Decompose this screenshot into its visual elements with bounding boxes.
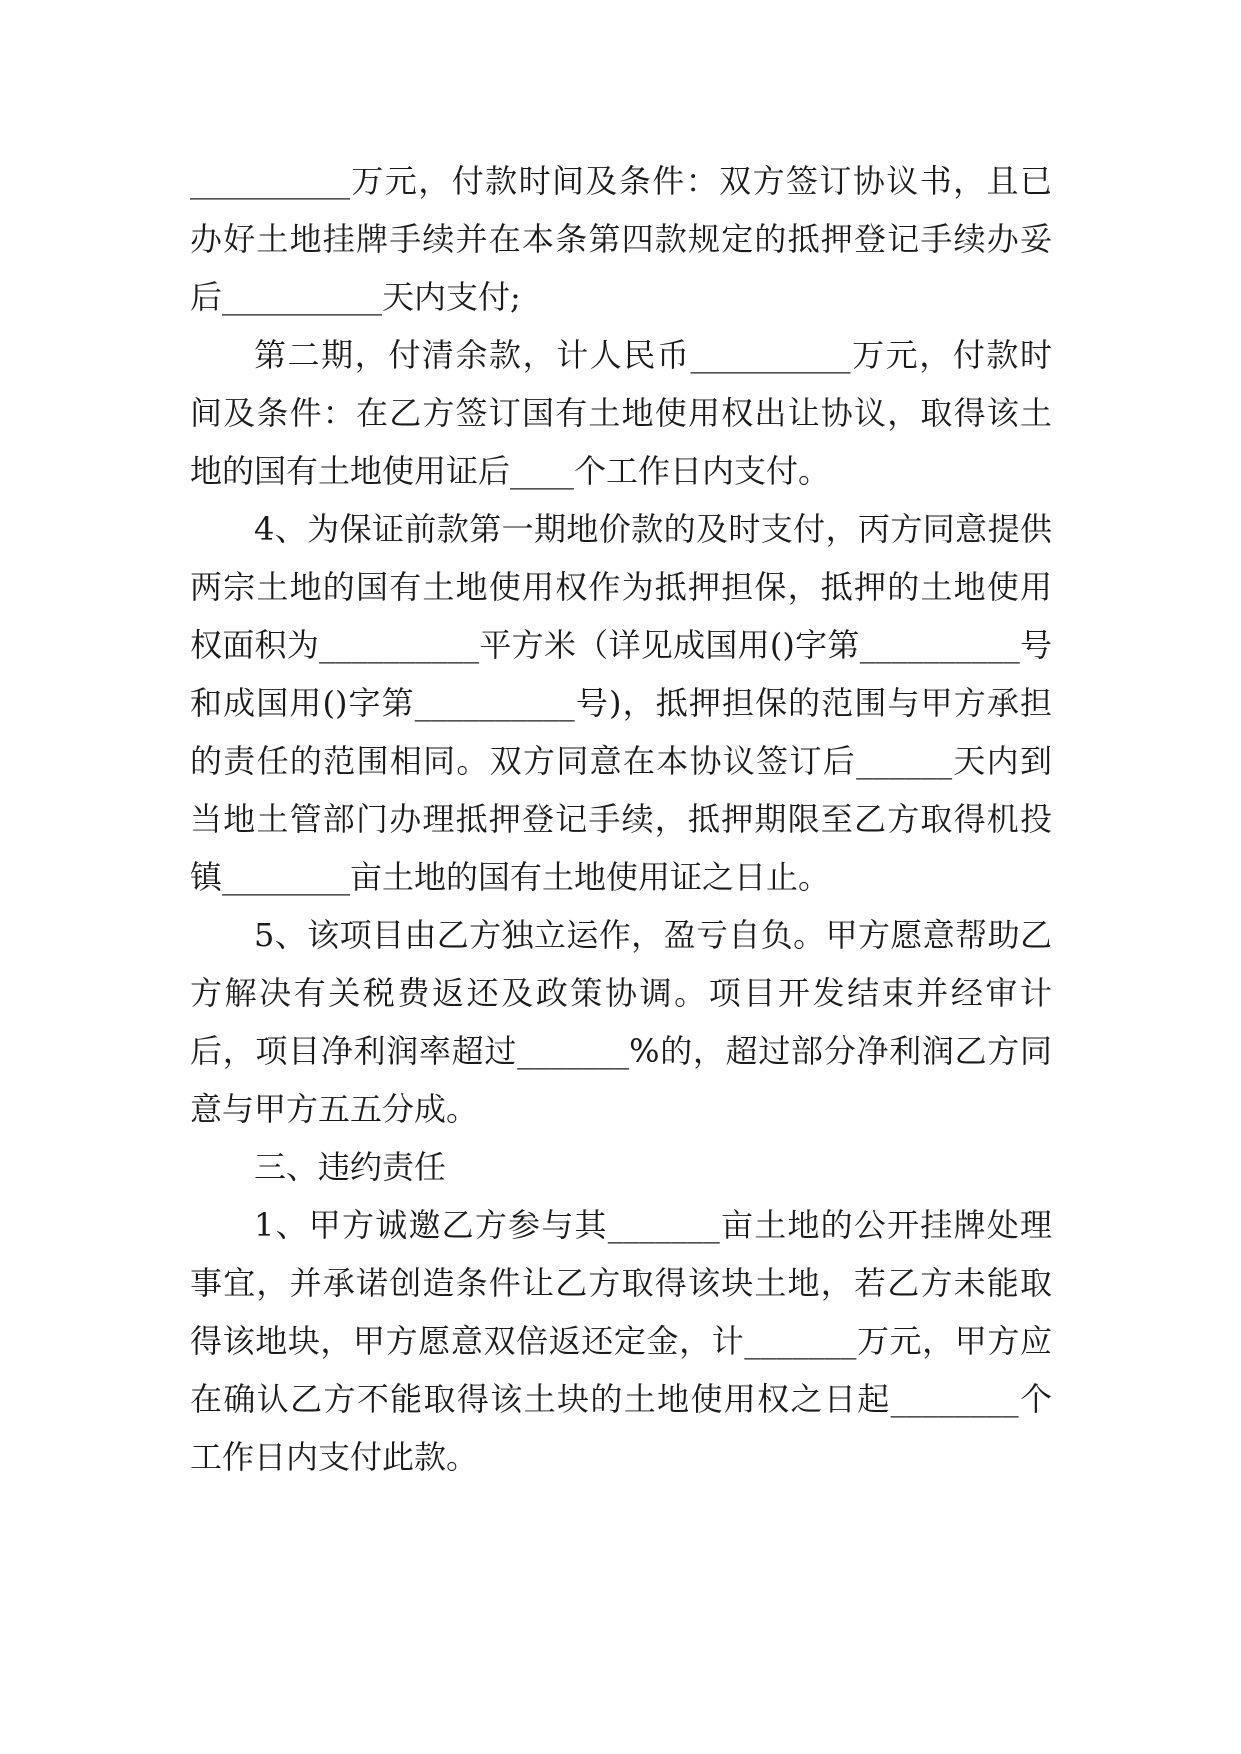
paragraph-payment-term-continued: __________万元，付款时间及条件：双方签订协议书，且已办好土地挂牌手续并在本条第四款规定的抵押登记手续办妥后__________天内支付; — [190, 162, 1052, 316]
paragraph-clause-4-mortgage: 4、为保证前款第一期地价款的及时支付，丙方同意提供两宗土地的国有土地使用权作为抵押担保，抵押的土地使用权面积为__________平方米（详见成国用()字第__________号和成国用()字第__________号)，抵押担保的范围与甲方承担的责任的范围相同。双方同意在本协议签订后______天内到当地土管部门办理抵押登记手续，抵押期限至乙方取得机投镇________亩土地的国有土地使用证之日止。 — [190, 510, 1052, 896]
document-body — [190, 152, 1052, 1486]
paragraph-clause-5-profit: 5、该项目由乙方独立运作，盈亏自负。甲方愿意帮助乙方解决有关税费返还及政策协调。项目开发结束并经审计后，项目净利润率超过_______%的，超过部分净利润乙方同意与甲方五五分成。 — [190, 916, 1052, 1128]
paragraph-breach-clause-1: 1、甲方诚邀乙方参与其_______亩土地的公开挂牌处理事宜，并承诺创造条件让乙方取得该块土地，若乙方未能取得该地块，甲方愿意双倍返还定金，计_______万元，甲方应在确认乙方不能取得该土块的土地使用权之日起________个工作日内支付此款。 — [190, 1206, 1052, 1476]
paragraph-second-installment: 第二期，付清余款，计人民币__________万元，付款时间及条件：在乙方签订国有土地使用权出让协议，取得该土地的国有土地使用证后____个工作日内支付。 — [190, 336, 1052, 490]
section-heading-breach-liability: 三、违约责任 — [254, 1148, 447, 1186]
